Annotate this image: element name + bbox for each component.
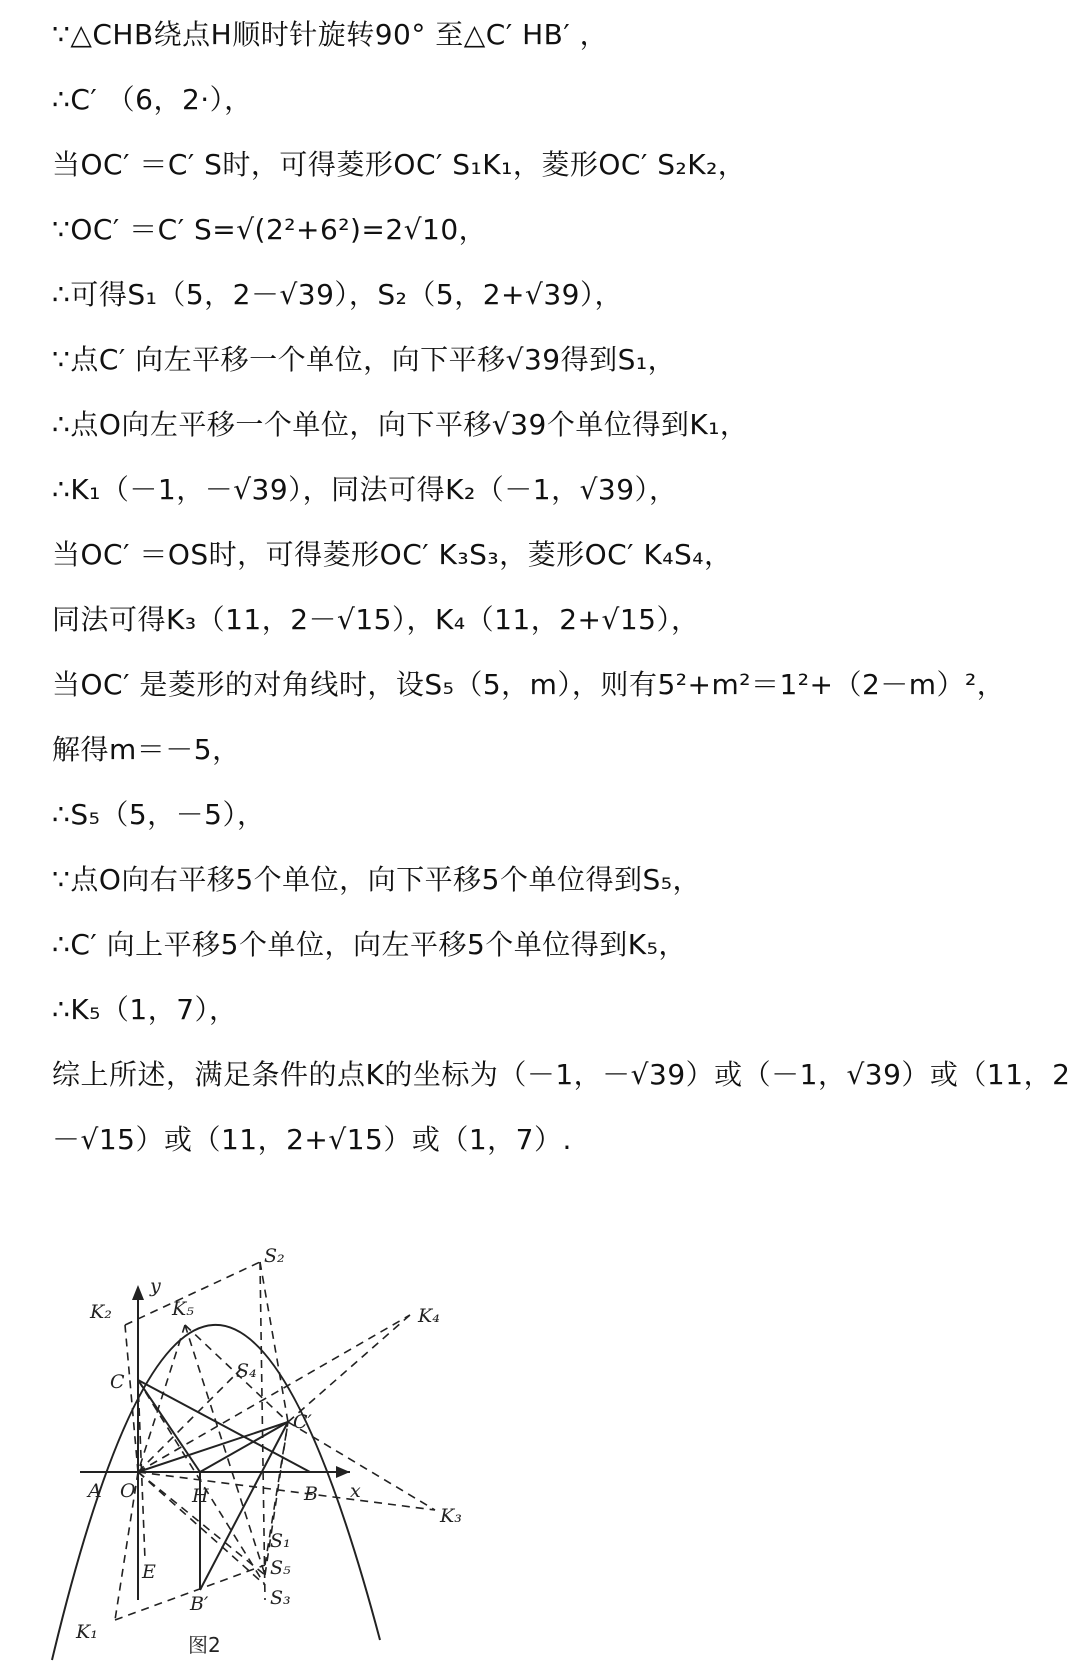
figure-canvas: [40, 1245, 480, 1670]
label-S5: S₅: [270, 1557, 291, 1579]
solution-line-14: ∵点O向右平移5个单位，向下平移5个单位得到S₅，: [52, 863, 701, 896]
solution-line-2: ∴C′ （6，2·），: [52, 83, 253, 116]
solution-line-9: 当OC′ ＝OS时，可得菱形OC′ K₃S₃，菱形OC′ K₄S₄，: [52, 538, 733, 571]
dash-O-K3: [138, 1472, 435, 1510]
label-S2: S₂: [264, 1245, 285, 1267]
solution-line-12: 解得m＝－5，: [52, 733, 241, 766]
y-axis-arrow-icon: [132, 1285, 144, 1300]
label-K4: K₄: [418, 1305, 440, 1327]
solution-line-13: ∴S₅（5，－5），: [52, 798, 266, 831]
label-y: y: [150, 1275, 161, 1297]
label-K3: K₃: [440, 1505, 462, 1527]
solution-line-4: ∵OC′ ＝C′ S=√(2²+6²)=2√10，: [52, 213, 488, 246]
label-K5: K₅: [172, 1298, 194, 1320]
label-C: C: [110, 1371, 125, 1393]
solution-line-16: ∴K₅（1，7），: [52, 993, 238, 1026]
solution-line-10: 同法可得K₃（11，2－√15），K₄（11，2+√15），: [52, 603, 700, 636]
label-B-prime: B′: [190, 1593, 209, 1615]
solution-line-3: 当OC′ ＝C′ S时，可得菱形OC′ S₁K₁，菱形OC′ S₂K₂，: [52, 148, 747, 181]
label-O: O: [120, 1480, 136, 1502]
label-K1: K₁: [76, 1621, 98, 1643]
solution-line-17: 综上所述，满足条件的点K的坐标为（－1，－√39）或（－1，√39）或（11，2: [52, 1058, 1071, 1091]
solution-line-6: ∵点C′ 向左平移一个单位，向下平移√39得到S₁，: [52, 343, 677, 376]
dash-K5-O: [138, 1325, 185, 1472]
solution-line-11: 当OC′ 是菱形的对角线时，设S₅（5，m），则有5²+m²＝1²+（2－m）²，: [52, 668, 1006, 701]
label-A: A: [88, 1480, 102, 1502]
solution-line-15: ∴C′ 向上平移5个单位，向左平移5个单位得到K₅，: [52, 928, 687, 961]
label-H: H: [192, 1485, 209, 1507]
dash-O-K2: [125, 1325, 138, 1472]
solution-line-7: ∴点O向左平移一个单位，向下平移√39个单位得到K₁，: [52, 408, 749, 441]
label-C-prime: C′: [293, 1411, 312, 1433]
solution-line-1: ∵△CHB绕点H顺时针旋转90° 至△C′ HB′ ，: [52, 18, 609, 51]
label-E: E: [142, 1561, 156, 1583]
figure-caption: 图2: [188, 1633, 221, 1657]
label-x: x: [350, 1480, 361, 1502]
dash-Cprime-K4: [288, 1315, 410, 1422]
label-S1: S₁: [270, 1530, 291, 1552]
x-axis-arrow-icon: [336, 1466, 350, 1478]
label-K2: K₂: [90, 1301, 112, 1323]
label-B: B: [304, 1483, 318, 1505]
solution-line-5: ∴可得S₁（5，2－√39），S₂（5，2+√39），: [52, 278, 623, 311]
dash-S2-Cprime: [260, 1262, 288, 1422]
label-S3: S₃: [270, 1587, 291, 1609]
label-S4: S₄: [236, 1360, 257, 1382]
solution-line-18: －√15）或（11，2+√15）或（1，7）.: [52, 1123, 572, 1156]
solution-line-8: ∴K₁（－1，－√39），同法可得K₂（－1，√39），: [52, 473, 678, 506]
geometry-figure: [40, 1245, 480, 1670]
